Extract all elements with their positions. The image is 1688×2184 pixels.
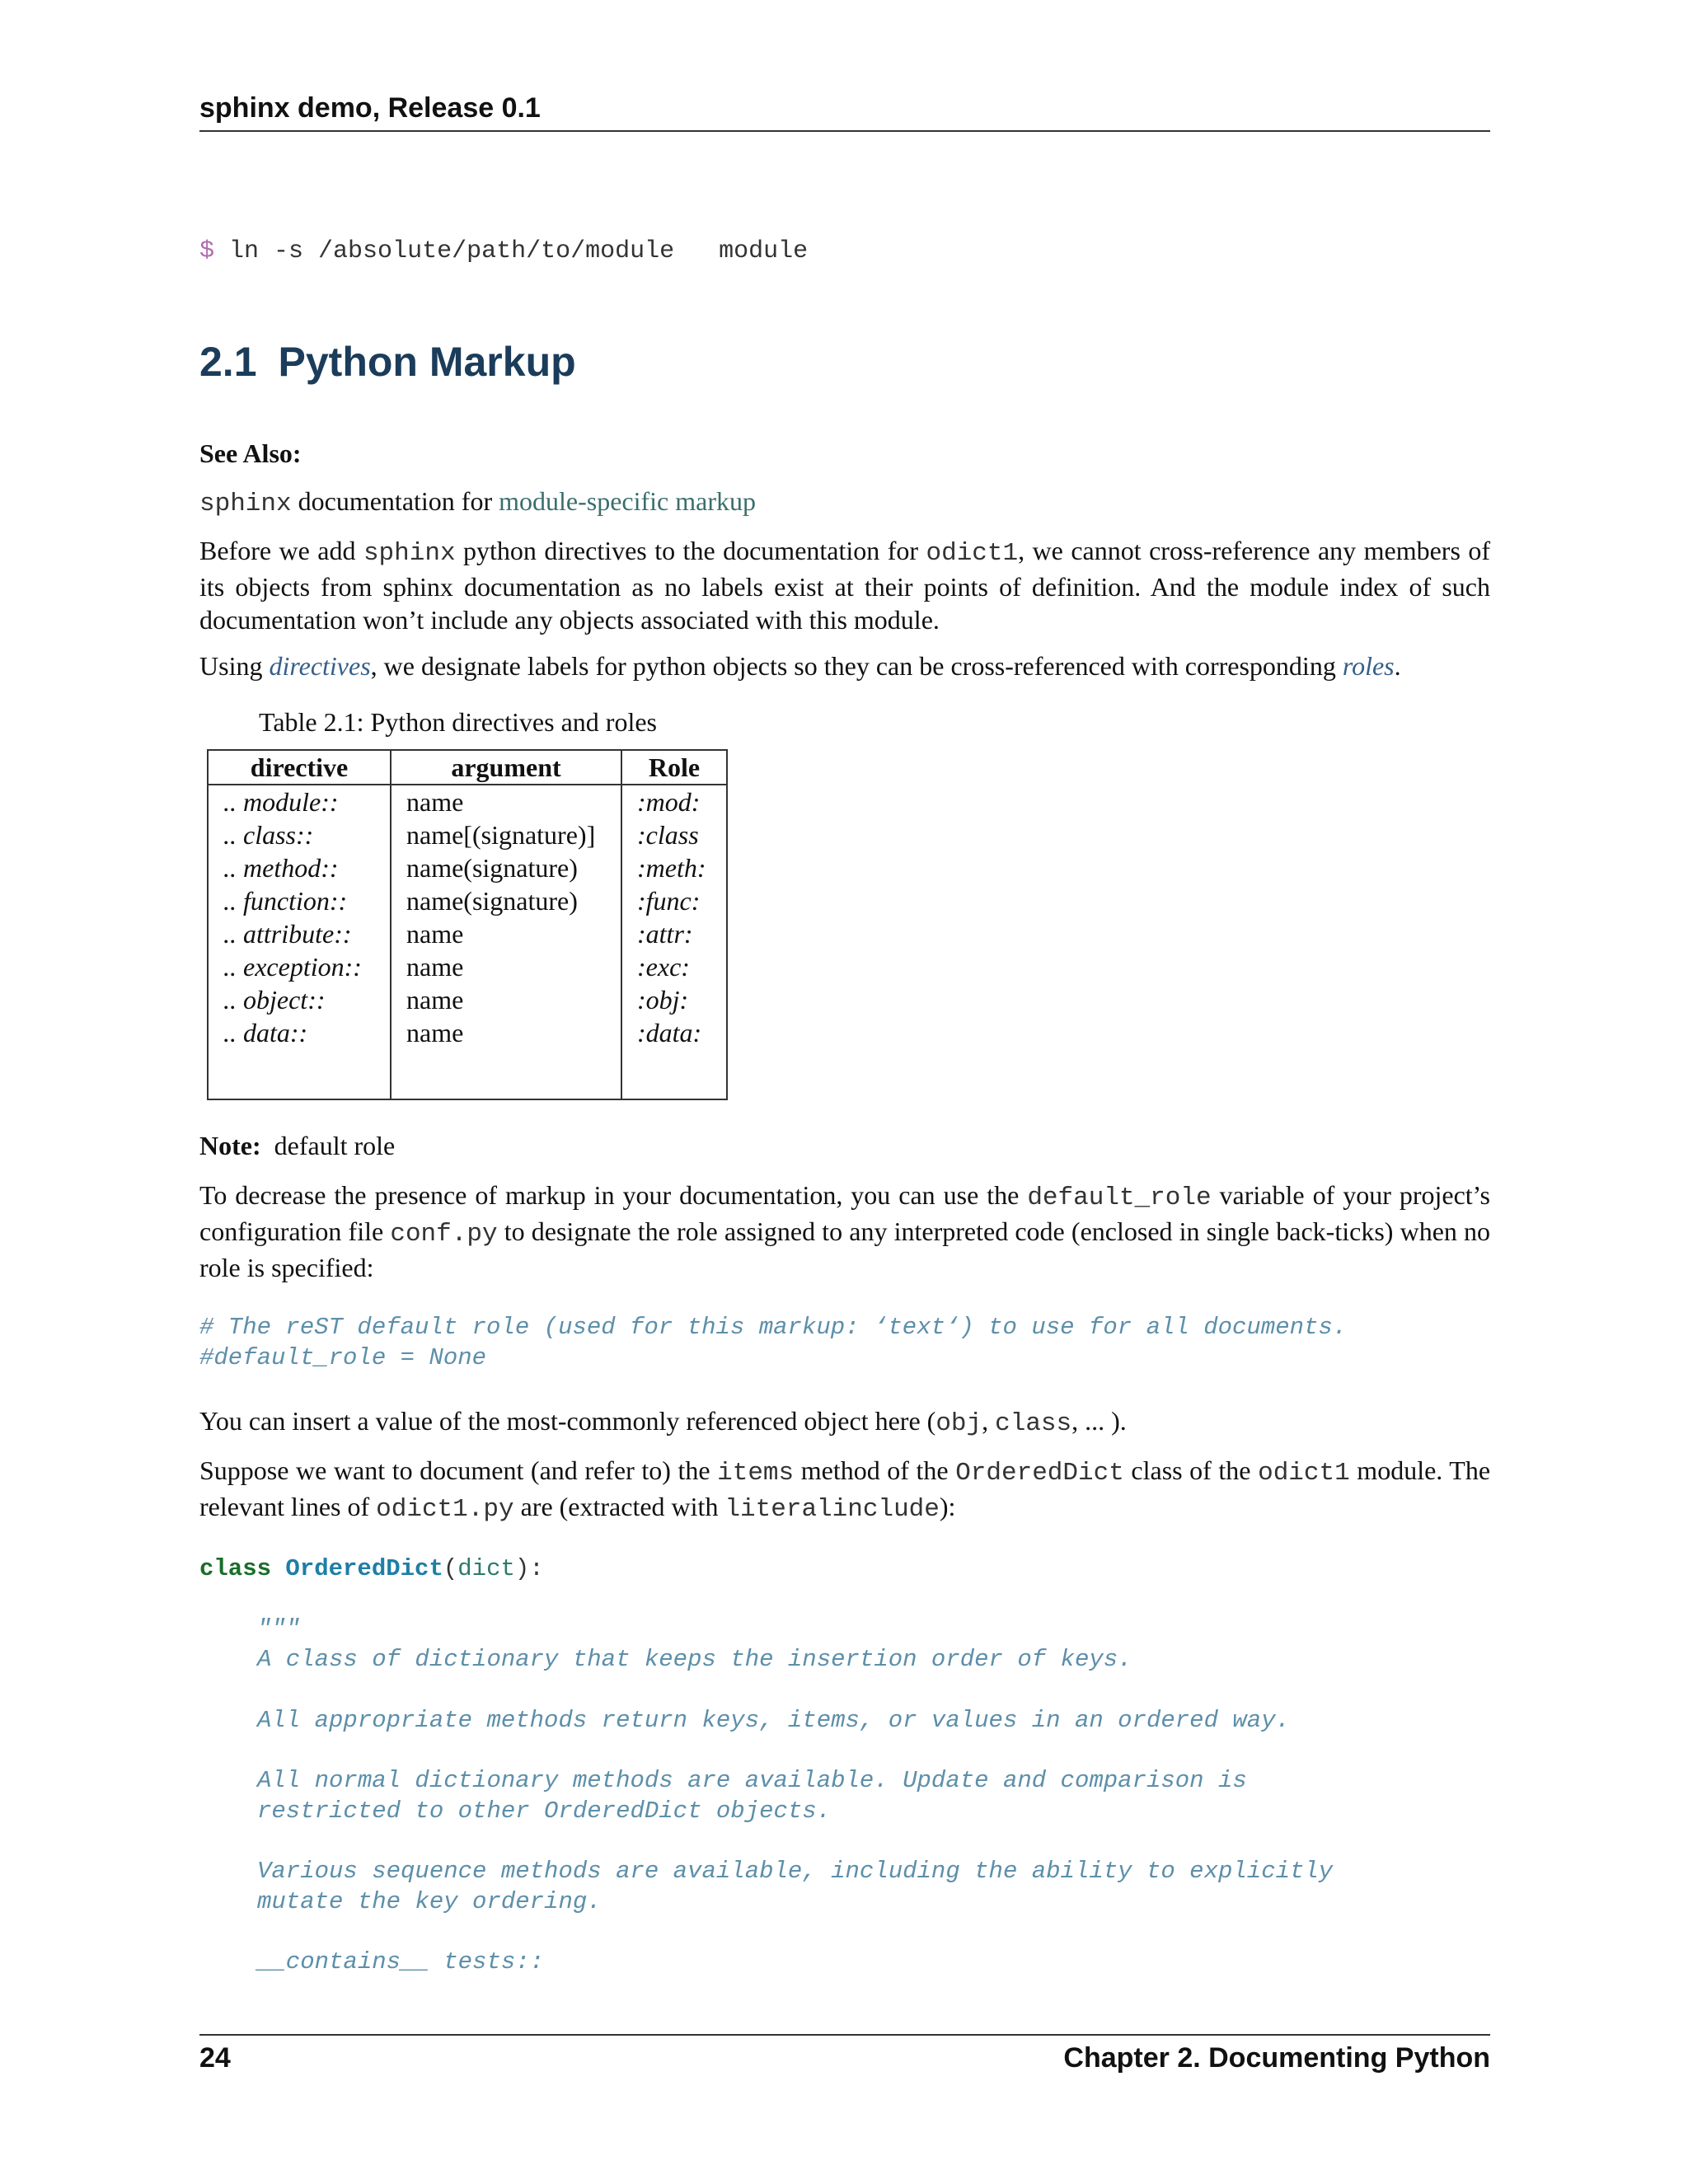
code-class-name: OrderedDict — [285, 1555, 443, 1582]
para5-text-2: method of the — [800, 1455, 949, 1485]
argument-cell: name — [391, 917, 621, 950]
directives-roles-table — [207, 749, 728, 1100]
argument-cell: name(signature) — [391, 884, 621, 917]
paragraph-default-role — [199, 1179, 1490, 1284]
directive-cell: .. data:: — [208, 1016, 391, 1099]
code-paren-close: ): — [514, 1555, 544, 1582]
running-header: sphinx demo, Release 0.1 — [199, 92, 541, 124]
para5-text-3: class of the — [1131, 1455, 1251, 1485]
shell-prompt: $ — [199, 237, 215, 265]
docstring-line — [199, 1917, 1333, 1947]
docstring-line: A class of dictionary that keeps the insertion order of keys. — [257, 1646, 1132, 1674]
directive-cell: .. object:: — [208, 983, 391, 1016]
para1-code-odict1: odict1 — [926, 539, 1019, 568]
role-cell: :data: — [621, 1016, 727, 1099]
para2-text-3: . — [1394, 651, 1401, 681]
para3-code-conf: conf.py — [390, 1220, 498, 1249]
role-cell: :meth: — [621, 851, 727, 884]
para5-code-odict1: odict1 — [1258, 1459, 1350, 1488]
role-cell: :func: — [621, 884, 727, 917]
paragraph-using-directives — [199, 649, 1490, 682]
para1-code-sphinx: sphinx — [363, 539, 456, 568]
role-cell: :mod: — [621, 785, 727, 818]
roles-link[interactable]: roles — [1342, 651, 1395, 681]
argument-cell: name[(signature)] — [391, 818, 621, 851]
para3-text-2: variable of your project’s configuration file — [199, 1180, 1490, 1246]
argument-cell: name — [391, 785, 621, 818]
para4-code-obj: obj — [935, 1409, 982, 1438]
docstring-line: """ — [257, 1615, 301, 1643]
docstring-line: Various sequence methods are available, including the ability to explicitly — [257, 1857, 1334, 1885]
role-cell: :attr: — [621, 917, 727, 950]
table-row — [208, 983, 727, 1016]
para5-code-odict1-py: odict1.py — [376, 1495, 514, 1524]
config-comment-line: # The reST default role (used for this markup: ‘text‘) to use for all documents. — [199, 1314, 1348, 1341]
directive-cell: .. module:: — [208, 785, 391, 818]
para1-text-3: , we cannot cross-reference any members of its objects from sphinx documentation as no labels exist at their points of definition. And the module index of such documentation won’t include any objects associated with this module. — [199, 536, 1490, 635]
note-text: default role — [274, 1131, 396, 1160]
para2-text-1: Using — [199, 651, 263, 681]
see-also-label: See Also: — [199, 438, 302, 468]
header-rule — [199, 130, 1490, 132]
para1-text-1: Before we add — [199, 536, 356, 565]
code-line-class-def — [199, 1554, 1333, 1585]
para3-code-default-role: default_role — [1027, 1183, 1212, 1212]
shell-command-block — [199, 237, 808, 265]
module-specific-markup-link[interactable]: module-specific markup — [499, 486, 756, 516]
docstring-line: All normal dictionary methods are available. Update and comparison is — [257, 1766, 1247, 1794]
table-row — [208, 884, 727, 917]
table-row — [208, 950, 727, 983]
directive-cell: .. attribute:: — [208, 917, 391, 950]
section-number: 2.1 — [199, 339, 257, 385]
see-also-body — [199, 485, 1490, 521]
page-number: 24 — [199, 2042, 231, 2074]
para4-text-3: , ... ). — [1071, 1406, 1127, 1436]
para5-text-5: are (extracted with — [520, 1492, 719, 1521]
config-comment-line: #default_role = None — [199, 1344, 487, 1371]
argument-cell: name(signature) — [391, 851, 621, 884]
docstring-line — [199, 1736, 1333, 1766]
directive-cell: .. method:: — [208, 851, 391, 884]
para5-text-1: Suppose we want to document (and refer to) the — [199, 1455, 710, 1485]
para5-code-ordereddict: OrderedDict — [955, 1459, 1124, 1488]
docstring-line: __contains__ tests:: — [257, 1948, 545, 1976]
argument-cell: name — [391, 950, 621, 983]
directive-cell: .. function:: — [208, 884, 391, 917]
para1-text-2: python directives to the documentation for — [463, 536, 919, 565]
para3-text-1: To decrease the presence of markup in your documentation, you can use the — [199, 1180, 1020, 1210]
docstring-line — [199, 1675, 1333, 1706]
table-row — [208, 818, 727, 851]
code-base-class: dict — [457, 1555, 515, 1582]
para3-text-3: to designate the role assigned to any interpreted code (enclosed in single back-ticks) when no role is specified: — [199, 1216, 1491, 1282]
shell-command: ln -s /absolute/path/to/module module — [229, 237, 809, 265]
role-cell: :obj: — [621, 983, 727, 1016]
table-header-row — [208, 750, 727, 785]
directive-cell: .. exception:: — [208, 950, 391, 983]
directives-link[interactable]: directives — [269, 651, 371, 681]
column-header-role: Role — [621, 750, 727, 785]
para5-text-6: ): — [939, 1492, 956, 1521]
paragraph-insert-value — [199, 1404, 1490, 1441]
table-caption: Table 2.1: Python directives and roles — [259, 707, 657, 737]
paragraph-before-add — [199, 534, 1490, 636]
note-line — [199, 1129, 1490, 1162]
chapter-title: Chapter 2. Documenting Python — [1063, 2042, 1490, 2074]
argument-cell: name — [391, 1016, 621, 1099]
python-code-block — [199, 1554, 1333, 1978]
see-also-code: sphinx — [199, 490, 292, 518]
docstring-line — [199, 1826, 1333, 1857]
role-cell: :exc: — [621, 950, 727, 983]
code-keyword: class — [199, 1555, 272, 1582]
para4-code-class: class — [995, 1409, 1072, 1438]
docstring-line: mutate the key ordering. — [257, 1887, 602, 1915]
table-row — [208, 917, 727, 950]
para5-code-literalinclude: literalinclude — [724, 1495, 940, 1524]
docstring-line: All appropriate methods return keys, items, or values in an ordered way. — [257, 1706, 1291, 1734]
code-paren-open: ( — [443, 1555, 458, 1582]
column-header-argument: argument — [391, 750, 621, 785]
para2-text-2: , we designate labels for python objects so they can be cross-referenced with corresponding — [370, 651, 1336, 681]
para4-text-1: You can insert a value of the most-commonly referenced object here ( — [199, 1406, 936, 1436]
para5-text-4: module. The relevant lines of — [199, 1455, 1491, 1521]
paragraph-suppose — [199, 1454, 1490, 1526]
directive-cell: .. class:: — [208, 818, 391, 851]
footer-rule — [199, 2034, 1490, 2036]
argument-cell: name — [391, 983, 621, 1016]
section-title: Python Markup — [278, 339, 576, 385]
section-heading — [199, 338, 576, 386]
para4-text-2: , — [982, 1406, 989, 1436]
note-label: Note: — [199, 1131, 261, 1160]
role-cell: :class — [621, 818, 727, 851]
table-row — [208, 851, 727, 884]
para5-code-items: items — [717, 1459, 795, 1488]
table-row — [208, 785, 727, 818]
column-header-directive: directive — [208, 750, 391, 785]
table-row — [208, 1016, 727, 1099]
config-code-block — [199, 1312, 1347, 1373]
see-also-text: documentation for — [298, 486, 493, 516]
docstring-line: restricted to other OrderedDict objects. — [257, 1797, 832, 1825]
